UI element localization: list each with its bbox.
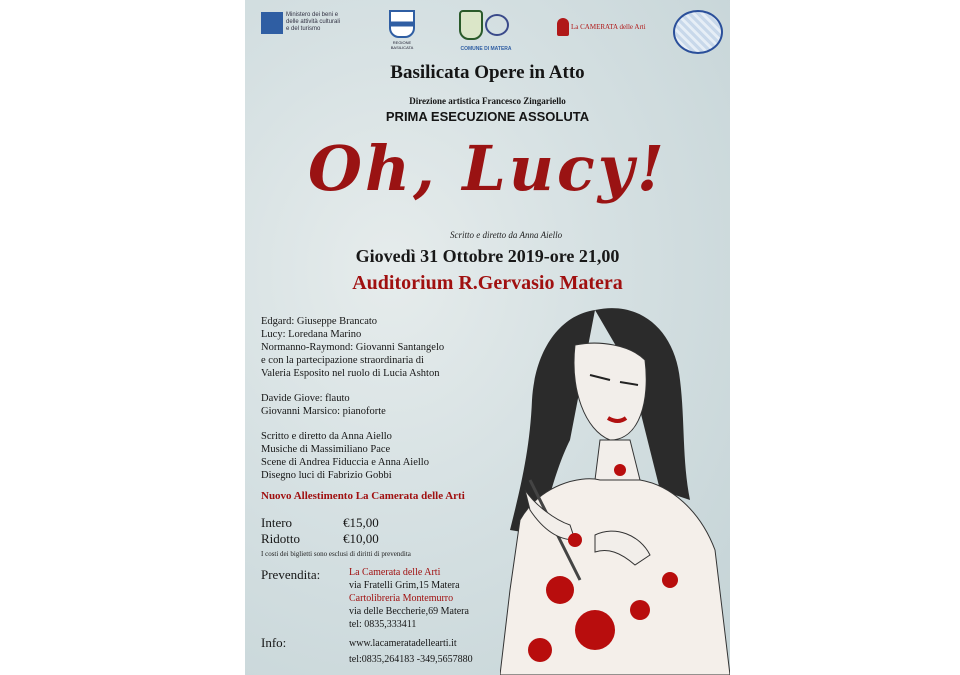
credit-line: Musiche di Massimiliano Pace xyxy=(261,444,391,455)
cast-line: Lucy: Loredana Marino xyxy=(261,329,362,340)
camerata-logo: La CAMERATA delle Arti xyxy=(557,18,641,36)
blood-stain xyxy=(662,572,678,588)
show-venue: Auditorium R.Gervasio Matera xyxy=(352,272,623,294)
presale-line: tel: 0835,333411 xyxy=(349,619,417,630)
price-value: €10,00 xyxy=(343,531,379,546)
price-row xyxy=(261,531,379,547)
presale-line: La Camerata delle Arti xyxy=(349,567,441,578)
mibac-logo-icon xyxy=(261,12,283,34)
musician-line: Davide Giove: flauto xyxy=(261,393,350,404)
musicians-list xyxy=(261,392,461,418)
production-note: Nuovo Allestimento La Camerata delle Arti xyxy=(261,490,465,502)
blood-stain xyxy=(568,533,582,547)
musician-line: Giovanni Marsico: pianoforte xyxy=(261,406,386,417)
show-title: Oh, Lucy! xyxy=(308,132,667,205)
price-list xyxy=(261,515,379,547)
basilicata-opere-icon xyxy=(673,10,723,54)
credit-line: Scritto e diretto da Anna Aiello xyxy=(261,431,392,442)
festival-title: Basilicata Opere in Atto xyxy=(390,62,585,83)
price-value: €15,00 xyxy=(343,515,379,530)
price-row xyxy=(261,515,379,531)
price-label: Ridotto xyxy=(261,531,301,546)
presale-label: Prevendita: xyxy=(261,567,321,582)
presale-line: via Fratelli Grim,15 Matera xyxy=(349,580,460,591)
cast-list xyxy=(261,315,501,380)
presale-list xyxy=(349,566,469,631)
info-details xyxy=(349,636,473,668)
crest-icon xyxy=(459,10,483,40)
face xyxy=(574,343,646,440)
shield-icon xyxy=(389,10,415,38)
cast-line: Edgard: Giuseppe Brancato xyxy=(261,316,378,327)
blood-stain xyxy=(575,610,615,650)
blood-stain xyxy=(630,600,650,620)
camerata-mark-icon xyxy=(557,18,569,36)
credits-list xyxy=(261,430,481,482)
regione-basilicata-logo: REGIONE BASILICATA xyxy=(383,10,421,50)
unesco-icon xyxy=(485,14,509,36)
written-by: Scritto e diretto da Anna Aiello xyxy=(450,230,563,240)
basilicata-opere-logo xyxy=(673,10,721,52)
presale-line: via delle Beccherie,69 Matera xyxy=(349,606,469,617)
cast-line: Normanno-Raymond: Giovanni Santangelo xyxy=(261,342,445,353)
artistic-direction: Direzione artistica Francesco Zingariello xyxy=(409,96,566,106)
show-date: Giovedì 31 Ottobre 2019-ore 21,00 xyxy=(355,246,620,266)
price-label: Intero xyxy=(261,515,293,530)
lucy-illustration xyxy=(500,290,730,675)
premiere-label: PRIMA ESECUZIONE ASSOLUTA xyxy=(385,109,590,124)
info-website[interactable]: www.lacameratadellearti.it xyxy=(349,638,457,649)
blood-stain xyxy=(546,576,574,604)
poster xyxy=(245,0,730,675)
info-label: Info: xyxy=(261,635,287,650)
info-phone: tel:0835,264183 -349,5657880 xyxy=(349,654,473,665)
mibac-logo: Ministero dei beni e delle attività culturali e del turismo xyxy=(261,12,339,42)
presale-line: Cartolibreria Montemurro xyxy=(349,593,454,604)
cast-line: Valeria Esposito nel ruolo di Lucia Ashton xyxy=(261,368,440,379)
credit-line: Scene di Andrea Fiduccia e Anna Aiello xyxy=(261,457,429,468)
cast-line: e con la partecipazione straordinaria di xyxy=(261,355,424,366)
credit-line: Disegno luci di Fabrizio Gobbi xyxy=(261,470,392,481)
blood-stain xyxy=(614,464,626,476)
logo-strip xyxy=(245,6,730,58)
fee-note: I costi dei biglietti sono esclusi di diritti di prevendita xyxy=(261,550,411,558)
blood-stain xyxy=(528,638,552,662)
comune-matera-logo: COMUNE DI MATERA xyxy=(453,8,519,56)
